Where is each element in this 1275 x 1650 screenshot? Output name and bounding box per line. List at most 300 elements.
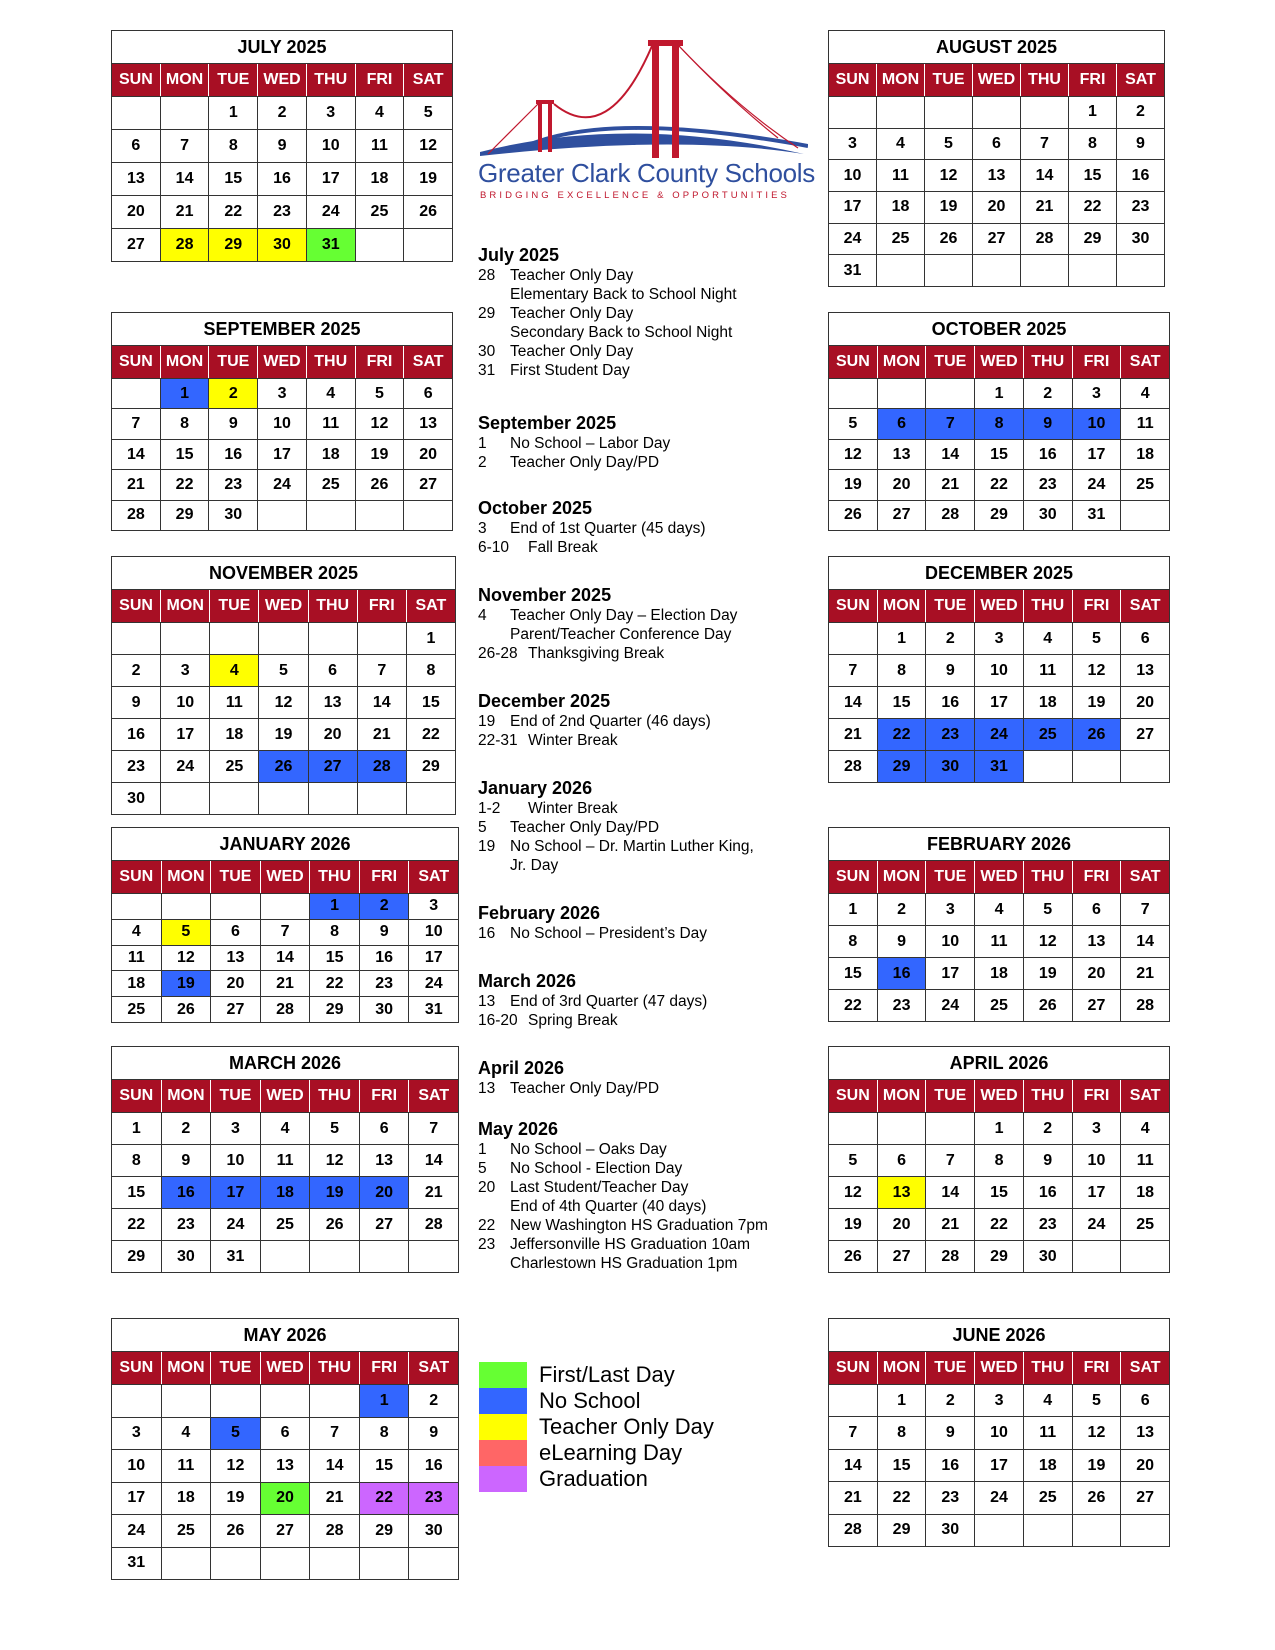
calendar-day: 22 <box>112 1209 162 1240</box>
calendar-day <box>358 623 407 654</box>
calendar-day: 9 <box>360 920 410 945</box>
calendar-day: 4 <box>210 655 259 686</box>
color-legend <box>479 1362 714 1492</box>
calendar-day <box>1121 751 1169 782</box>
calendar-day: 6 <box>1073 894 1122 925</box>
event-date: 28 <box>478 267 496 284</box>
calendar-day: 14 <box>1136 932 1155 950</box>
calendar-day <box>258 501 307 530</box>
calendar-day: 5 <box>423 104 433 121</box>
calendar-day <box>829 1113 878 1144</box>
calendar-day: 12 <box>310 1145 360 1176</box>
calendar-day: 22 <box>975 470 1024 499</box>
weekday-label: FRI <box>358 590 407 622</box>
calendar-day: 25 <box>975 990 1024 1021</box>
calendar-day: 9 <box>258 130 307 162</box>
calendar-day: 2 <box>1024 379 1073 408</box>
calendar-week <box>112 439 452 469</box>
calendar-day: 19 <box>925 192 973 223</box>
calendar-day: 19 <box>1073 687 1122 718</box>
district-name: Greater Clark County Schools <box>478 158 815 188</box>
event-text: Jr. Day <box>510 857 559 874</box>
weekday-label: MON <box>162 861 212 893</box>
calendar-day: 6 <box>211 920 261 945</box>
event-line <box>478 606 798 625</box>
district-tagline: BRIDGING EXCELLENCE & OPPORTUNITIES <box>480 190 790 201</box>
event-date: 16 <box>478 925 496 942</box>
weekday-label: TUE <box>211 1080 261 1112</box>
calendar-week <box>829 686 1169 718</box>
calendar-day: 14 <box>829 687 878 718</box>
weekday-label: THU <box>310 1352 360 1384</box>
event-line <box>478 519 798 538</box>
calendar-day: 27 <box>261 1515 311 1547</box>
calendar-day: 2 <box>162 1113 212 1144</box>
event-text: Thanksgiving Break <box>528 645 665 662</box>
calendar-day: 21 <box>1021 192 1069 223</box>
weekday-label: SUN <box>829 346 878 378</box>
calendar-day: 6 <box>360 1113 410 1144</box>
calendar-day: 20 <box>878 470 927 499</box>
events-month-heading: March 2026 <box>478 971 577 991</box>
calendar-day: 11 <box>261 1145 311 1176</box>
calendar-day: 27 <box>112 229 161 261</box>
calendar-week <box>829 1176 1169 1208</box>
calendar-day: 29 <box>360 1515 410 1547</box>
event-text: Elementary Back to School Night <box>510 286 737 303</box>
weekday-label: SAT <box>412 353 444 370</box>
calendar-day: 18 <box>975 958 1024 989</box>
calendar-day: 19 <box>1024 958 1073 989</box>
calendar-day: 5 <box>1073 623 1122 654</box>
calendar-day: 10 <box>829 160 877 191</box>
calendar-day: 11 <box>162 1450 212 1482</box>
calendar-day <box>1121 1515 1169 1546</box>
calendar-day <box>259 783 308 814</box>
calendar-day: 26 <box>259 751 308 782</box>
calendar-day: 18 <box>1136 1183 1155 1201</box>
weekday-label: FRI <box>360 1080 410 1112</box>
event-line <box>478 266 798 285</box>
weekday-label: MON <box>878 861 927 893</box>
calendar-day: 29 <box>209 229 258 261</box>
event-text: Teacher Only Day – Election Day <box>510 607 738 624</box>
calendar-day: 19 <box>829 1209 878 1240</box>
event-text: No School – Oaks Day <box>510 1141 667 1158</box>
calendar-day: 13 <box>309 687 358 718</box>
calendar-title: APRIL 2026 <box>829 1047 1169 1080</box>
calendar-day: 15 <box>112 1177 162 1208</box>
calendar-day: 11 <box>307 409 356 438</box>
event-line <box>478 799 798 818</box>
calendar-day: 17 <box>926 958 975 989</box>
calendar-title: OCTOBER 2025 <box>829 313 1169 346</box>
calendar-day: 12 <box>925 160 973 191</box>
calendar-day: 16 <box>112 719 161 750</box>
calendar-day: 5 <box>829 1145 878 1176</box>
calendar-day: 17 <box>1073 440 1122 469</box>
calendar-day <box>309 623 358 654</box>
calendar-day <box>211 1548 261 1580</box>
events-month-heading: January 2026 <box>478 778 593 798</box>
calendar-day <box>112 623 161 654</box>
calendar-day: 1 <box>1069 97 1117 128</box>
weekday-header <box>112 1080 458 1112</box>
calendar-day: 23 <box>926 1482 975 1513</box>
calendar-day: 20 <box>360 1177 410 1208</box>
calendar-day: 13 <box>973 160 1021 191</box>
calendar-day: 2 <box>209 379 258 408</box>
calendar-week <box>112 1176 458 1208</box>
calendar-day: 13 <box>211 946 261 971</box>
calendar-day: 3 <box>112 1418 162 1450</box>
calendar-day: 16 <box>162 1177 212 1208</box>
calendar-day: 26 <box>1024 990 1073 1021</box>
calendar-day: 9 <box>926 1417 975 1448</box>
calendar-day: 7 <box>829 655 878 686</box>
calendar-day: 2 <box>926 1385 975 1416</box>
calendar-day: 11 <box>1136 415 1154 433</box>
weekday-label: MON <box>877 64 925 96</box>
weekday-label: MON <box>878 346 927 378</box>
calendar-day: 5 <box>1024 894 1073 925</box>
calendar-feb-2026 <box>828 827 1170 1022</box>
calendar-day <box>877 97 925 128</box>
calendar-day: 26 <box>211 1515 261 1547</box>
calendar-day: 30 <box>1131 230 1150 248</box>
calendar-day: 3 <box>1073 1113 1122 1144</box>
calendar-mar-2026 <box>111 1046 459 1273</box>
calendar-day: 15 <box>209 163 258 195</box>
weekday-label: FRI <box>1073 346 1122 378</box>
calendar-day: 30 <box>1024 501 1073 530</box>
calendar-day: 10 <box>424 923 443 941</box>
calendar-jul-2025 <box>111 30 453 262</box>
calendar-day: 3 <box>975 623 1024 654</box>
calendar-day: 19 <box>356 440 405 469</box>
weekday-label: FRI <box>356 64 405 96</box>
calendar-title: JUNE 2026 <box>829 1319 1169 1352</box>
calendar-day: 13 <box>1136 661 1155 679</box>
calendar-day: 4 <box>975 894 1024 925</box>
calendar-day: 7 <box>310 1418 360 1450</box>
event-text: New Washington HS Graduation 7pm <box>510 1217 768 1234</box>
calendar-day: 23 <box>409 1483 458 1515</box>
event-line <box>478 538 798 557</box>
events-month <box>478 412 798 472</box>
calendar-day: 10 <box>258 409 307 438</box>
calendar-day: 31 <box>1073 501 1122 530</box>
calendar-day: 23 <box>209 470 258 499</box>
weekday-header <box>112 1352 458 1384</box>
event-line <box>478 731 798 750</box>
weekday-label: WED <box>261 1352 311 1384</box>
weekday-label: SUN <box>829 861 878 893</box>
calendar-day: 7 <box>429 1119 439 1137</box>
event-text: Fall Break <box>528 539 598 556</box>
calendar-day <box>829 97 877 128</box>
calendar-week <box>829 622 1169 654</box>
calendar-day: 8 <box>112 1145 162 1176</box>
weekday-label: TUE <box>211 1352 261 1384</box>
calendar-day: 24 <box>112 1515 162 1547</box>
calendar-day: 4 <box>307 379 356 408</box>
calendar-day: 9 <box>1024 409 1073 438</box>
calendar-day: 12 <box>419 137 438 154</box>
weekday-label: MON <box>878 1080 927 1112</box>
weekday-label: SUN <box>829 1080 878 1112</box>
calendar-week <box>829 1240 1169 1272</box>
calendar-day: 15 <box>878 687 927 718</box>
calendar-day: 19 <box>162 971 212 996</box>
calendar-day: 19 <box>419 170 438 187</box>
calendar-day: 10 <box>926 926 975 957</box>
calendar-day: 26 <box>356 470 405 499</box>
events-month-heading: February 2026 <box>478 903 601 923</box>
weekday-label: SAT <box>412 71 444 88</box>
weekday-label: SUN <box>829 1352 878 1384</box>
calendar-day: 6 <box>1140 1391 1150 1409</box>
events-month-heading: July 2025 <box>478 245 560 265</box>
calendar-day: 25 <box>261 1209 311 1240</box>
event-line <box>478 361 798 380</box>
calendar-day: 7 <box>926 1145 975 1176</box>
calendar-day: 3 <box>307 97 356 129</box>
calendar-day: 22 <box>878 719 927 750</box>
calendar-day: 28 <box>358 751 407 782</box>
calendar-day <box>1117 255 1164 286</box>
calendar-day: 20 <box>1136 1456 1155 1474</box>
calendar-week <box>829 378 1169 408</box>
calendar-day: 14 <box>926 440 975 469</box>
calendar-day: 8 <box>975 1145 1024 1176</box>
calendar-day: 7 <box>261 920 311 945</box>
event-text: No School - Election Day <box>510 1160 683 1177</box>
calendar-day: 15 <box>1069 160 1117 191</box>
calendar-day: 22 <box>360 1483 410 1515</box>
calendar-day: 30 <box>258 229 307 261</box>
calendar-day: 20 <box>1136 693 1155 711</box>
calendar-day: 4 <box>1140 384 1150 402</box>
weekday-header <box>829 861 1169 893</box>
calendar-day: 10 <box>161 687 210 718</box>
calendar-day <box>829 1385 878 1416</box>
calendar-day <box>356 229 405 261</box>
calendar-day: 25 <box>210 751 259 782</box>
calendar-week <box>829 1416 1169 1448</box>
event-date: 13 <box>478 1080 496 1097</box>
calendar-day: 4 <box>112 920 162 945</box>
calendar-day: 22 <box>310 971 360 996</box>
weekday-label: FRI <box>1073 861 1122 893</box>
legend-swatch <box>479 1440 527 1466</box>
calendar-day: 22 <box>422 725 440 743</box>
calendar-week <box>829 989 1169 1021</box>
event-date: 29 <box>478 305 496 322</box>
calendar-day: 4 <box>356 97 405 129</box>
weekday-label: THU <box>310 861 360 893</box>
calendar-week <box>112 945 458 971</box>
calendar-day: 1 <box>829 894 878 925</box>
calendar-day: 4 <box>261 1113 311 1144</box>
event-text: End of 1st Quarter (45 days) <box>510 520 706 537</box>
calendar-week <box>112 96 452 129</box>
calendar-day: 9 <box>209 409 258 438</box>
calendar-day: 9 <box>162 1145 212 1176</box>
calendar-day: 5 <box>829 409 878 438</box>
calendar-day: 4 <box>1024 623 1073 654</box>
weekday-label: SAT <box>415 597 447 614</box>
calendar-week <box>112 893 458 919</box>
calendar-day: 25 <box>1024 1482 1073 1513</box>
event-date: 19 <box>478 713 496 730</box>
calendar-day: 5 <box>259 655 308 686</box>
calendar-day: 10 <box>975 1417 1024 1448</box>
calendar-day: 17 <box>829 192 877 223</box>
calendar-day <box>162 1548 212 1580</box>
legend-item <box>479 1466 714 1492</box>
calendar-day <box>310 1385 360 1417</box>
calendar-day: 24 <box>307 196 356 228</box>
calendar-day: 12 <box>1024 926 1073 957</box>
calendar-oct-2025 <box>828 312 1170 531</box>
calendar-day: 17 <box>258 440 307 469</box>
weekday-label: MON <box>162 1080 212 1112</box>
weekday-label: THU <box>1024 861 1073 893</box>
calendar-day: 9 <box>926 655 975 686</box>
calendar-day: 19 <box>310 1177 360 1208</box>
calendar-day: 18 <box>261 1177 311 1208</box>
calendar-week <box>112 686 455 718</box>
event-date: 22-31 <box>478 732 518 749</box>
calendar-week <box>112 782 455 814</box>
calendar-week <box>112 500 452 530</box>
calendar-day: 26 <box>829 501 878 530</box>
weekday-label: WED <box>261 861 311 893</box>
calendar-title: AUGUST 2025 <box>829 31 1164 64</box>
calendar-day: 25 <box>307 470 356 499</box>
event-text: Jeffersonville HS Graduation 10am <box>510 1236 751 1253</box>
calendar-day: 13 <box>112 163 161 195</box>
weekday-label: FRI <box>356 346 405 378</box>
weekday-label: THU <box>1024 346 1073 378</box>
calendar-day: 6 <box>878 409 927 438</box>
calendar-day: 17 <box>161 719 210 750</box>
calendar-day: 29 <box>161 501 210 530</box>
event-text: End of 3rd Quarter (47 days) <box>510 993 708 1010</box>
event-line <box>478 1197 798 1216</box>
calendar-day <box>261 1548 311 1580</box>
calendar-day: 25 <box>356 196 405 228</box>
calendar-day: 29 <box>878 751 927 782</box>
calendar-day: 12 <box>162 946 212 971</box>
event-date: 22 <box>478 1217 496 1234</box>
weekday-label: FRI <box>1073 590 1122 622</box>
calendar-day: 16 <box>209 440 258 469</box>
calendar-day: 29 <box>975 501 1024 530</box>
event-text: Winter Break <box>528 800 618 817</box>
weekday-header <box>829 1080 1169 1112</box>
event-date: 30 <box>478 343 496 360</box>
legend-label: Teacher Only Day <box>539 1414 714 1439</box>
event-line <box>478 837 798 856</box>
events-month <box>478 777 798 875</box>
calendar-day <box>1069 255 1117 286</box>
calendar-day: 28 <box>112 501 161 530</box>
calendar-day: 13 <box>419 415 438 433</box>
calendar-week <box>829 500 1169 530</box>
calendar-day: 17 <box>211 1177 261 1208</box>
weekday-label: TUE <box>926 861 975 893</box>
events-month <box>478 244 798 380</box>
calendar-day <box>925 255 973 286</box>
calendar-day: 23 <box>1024 1209 1073 1240</box>
weekday-label: TUE <box>926 590 975 622</box>
calendar-day: 28 <box>926 1241 975 1272</box>
event-text: No School – President’s Day <box>510 925 708 942</box>
calendar-day <box>162 1385 212 1417</box>
calendar-day: 5 <box>162 920 212 945</box>
calendar-week <box>112 1384 458 1417</box>
calendar-week <box>829 750 1169 782</box>
calendar-day: 9 <box>1136 135 1145 152</box>
calendar-week <box>112 162 452 195</box>
event-text: No School – Dr. Martin Luther King, <box>510 838 754 855</box>
weekday-label: FRI <box>1069 64 1117 96</box>
calendar-week <box>112 129 452 162</box>
weekday-label: FRI <box>360 1352 410 1384</box>
calendar-week <box>829 1144 1169 1176</box>
calendar-week <box>829 654 1169 686</box>
event-text: First Student Day <box>510 362 630 379</box>
calendar-day: 8 <box>310 920 360 945</box>
event-line <box>478 625 798 644</box>
weekday-label: MON <box>878 1352 927 1384</box>
event-line <box>478 818 798 837</box>
events-month-heading: October 2025 <box>478 498 593 518</box>
event-line <box>478 924 798 943</box>
event-text: Teacher Only Day/PD <box>510 819 660 836</box>
weekday-header <box>829 346 1169 378</box>
calendar-day: 21 <box>829 1482 878 1513</box>
weekday-label: MON <box>161 590 210 622</box>
calendar-day <box>975 1515 1024 1546</box>
event-line <box>478 342 798 361</box>
calendar-day: 27 <box>360 1209 410 1240</box>
calendar-day: 1 <box>426 629 436 647</box>
calendar-day: 24 <box>424 974 443 992</box>
calendar-day <box>926 379 975 408</box>
calendar-day: 11 <box>877 160 925 191</box>
calendar-day: 7 <box>358 655 407 686</box>
calendar-day: 14 <box>358 687 407 718</box>
calendar-day: 28 <box>1136 996 1155 1014</box>
calendar-day: 22 <box>1069 192 1117 223</box>
legend-label: eLearning Day <box>539 1440 683 1465</box>
calendar-day: 26 <box>925 224 973 255</box>
calendar-day: 8 <box>360 1418 410 1450</box>
calendar-day: 11 <box>1024 655 1073 686</box>
events-month-heading: December 2025 <box>478 691 611 711</box>
calendar-day <box>404 229 452 261</box>
calendar-day <box>112 1385 162 1417</box>
weekday-header <box>112 590 455 622</box>
calendar-day: 24 <box>211 1209 261 1240</box>
calendar-day: 23 <box>112 751 161 782</box>
calendar-day: 31 <box>307 229 356 261</box>
calendar-day: 5 <box>1073 1385 1122 1416</box>
calendar-day <box>1024 751 1073 782</box>
